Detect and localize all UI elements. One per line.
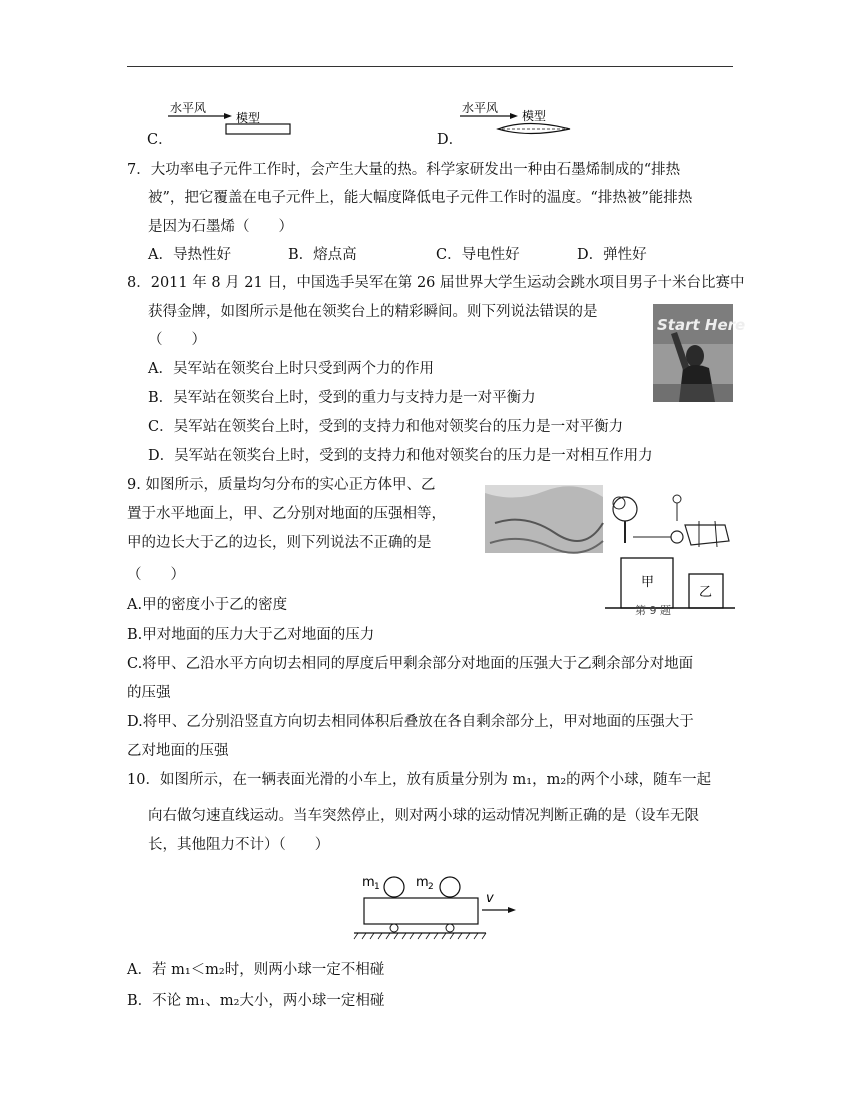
ball-m1 [384,877,404,897]
q9-line3: 甲的边长大于乙的边长，则下列说法不正确的是 [127,535,432,551]
block-yi-label: 乙 [699,585,713,600]
q7-line1: 7．大功率电子元件工作时，会产生大量的热。科学家研发出一种由石墨烯制成的“排热 [127,162,681,178]
figure-d-streamlined [458,98,598,138]
q10-line1: 10．如图所示，在一辆表面光滑的小车上，放有质量分别为 m₁，m₂的两个小球，随车一起 [127,772,712,788]
q7-option-c: C．导电性好 [436,247,520,263]
photo-banner-text: Start Here [657,316,746,334]
option-c-label: C． [147,132,173,148]
q9-blocks-figure [601,556,741,618]
q8-line1: 8．2011 年 8 月 21 日，中国选手吴军在第 26 届世界大学生运动会跳水项目男子十米台比赛中 [127,275,745,291]
q7-option-d: D．弹性好 [577,247,647,263]
q8-line3: （ ） [148,332,206,348]
cart-wheel-left [390,924,398,932]
wind-label-c: 水平风 [170,101,207,115]
q9-line4: （ ） [127,567,185,583]
q10-option-b: B．不论 m₁、m₂大小，两小球一定相碰 [127,993,385,1009]
m2-subscript: 2 [428,882,434,892]
cart-wheel-right [446,924,454,932]
q10-option-a: A．若 m₁＜m₂时，则两小球一定不相碰 [127,962,385,978]
q10-line2: 向右做匀速直线运动。当车突然停止，则对两小球的运动情况判断正确的是（设车无限 [148,808,699,824]
q9-option-d2: 乙对地面的压强 [127,743,229,759]
header-rule [127,66,733,67]
q10-line3: 长，其他阻力不计）（ ） [148,837,330,853]
model-label-c: 模型 [236,111,261,125]
q7-option-b: B．熔点高 [288,247,357,263]
m2-label: m [416,875,429,890]
option-d-label: D． [437,132,464,148]
q9-figure-caption: 第 9 题 [635,604,671,617]
wind-label-d: 水平风 [462,101,499,115]
q8-option-a: A．吴军站在领奖台上时只受到两个力的作用 [148,361,434,377]
m1-label: m [362,875,375,890]
q7-line3: 是因为石墨烯（ ） [148,219,293,235]
q9-option-c2: 的压强 [127,685,171,701]
ball-m2 [440,877,460,897]
q8-line2: 获得金牌，如图所示是他在领奖台上的精彩瞬间。则下列说法错误的是 [148,304,598,320]
q9-option-a: A.甲的密度小于乙的密度 [127,597,288,613]
figure-c-flat-plate [166,98,306,138]
m1-subscript: 1 [374,882,380,892]
q9-option-b: B.甲对地面的压力大于乙对地面的压力 [127,627,375,643]
q9-option-c1: C.将甲、乙沿水平方向切去相同的厚度后甲剩余部分对地面的压强大于乙剩余部分对地面 [127,656,694,672]
q9-decorative-illustration [485,483,735,555]
athlete-photo [653,304,746,402]
model-label-d: 模型 [522,109,547,123]
q7-line2: 被”，把它覆盖在电子元件上，能大幅度降低电子元件工作时的温度。“排热被”能排热 [148,190,693,206]
q9-line1: 9. 如图所示，质量均匀分布的实心正方体甲、乙 [127,477,436,493]
cart-body [364,898,478,924]
q9-line2: 置于水平地面上，甲、乙分别对地面的压强相等， [127,506,446,522]
velocity-label: v [486,891,494,906]
q8-option-c: C．吴军站在领奖台上时，受到的支持力和他对领奖台的压力是一对平衡力 [148,419,624,435]
q8-option-b: B．吴军站在领奖台上时，受到的重力与支持力是一对平衡力 [148,390,536,406]
q8-option-d: D．吴军站在领奖台上时，受到的支持力和他对领奖台的压力是一对相互作用力 [148,448,653,464]
q7-option-a: A．导热性好 [148,247,231,263]
block-jia-label: 甲 [641,575,655,590]
q9-option-d1: D.将甲、乙分别沿竖直方向切去相同体积后叠放在各自剩余部分上，甲对地面的压强大于 [127,714,694,730]
q10-cart-figure [350,870,520,940]
